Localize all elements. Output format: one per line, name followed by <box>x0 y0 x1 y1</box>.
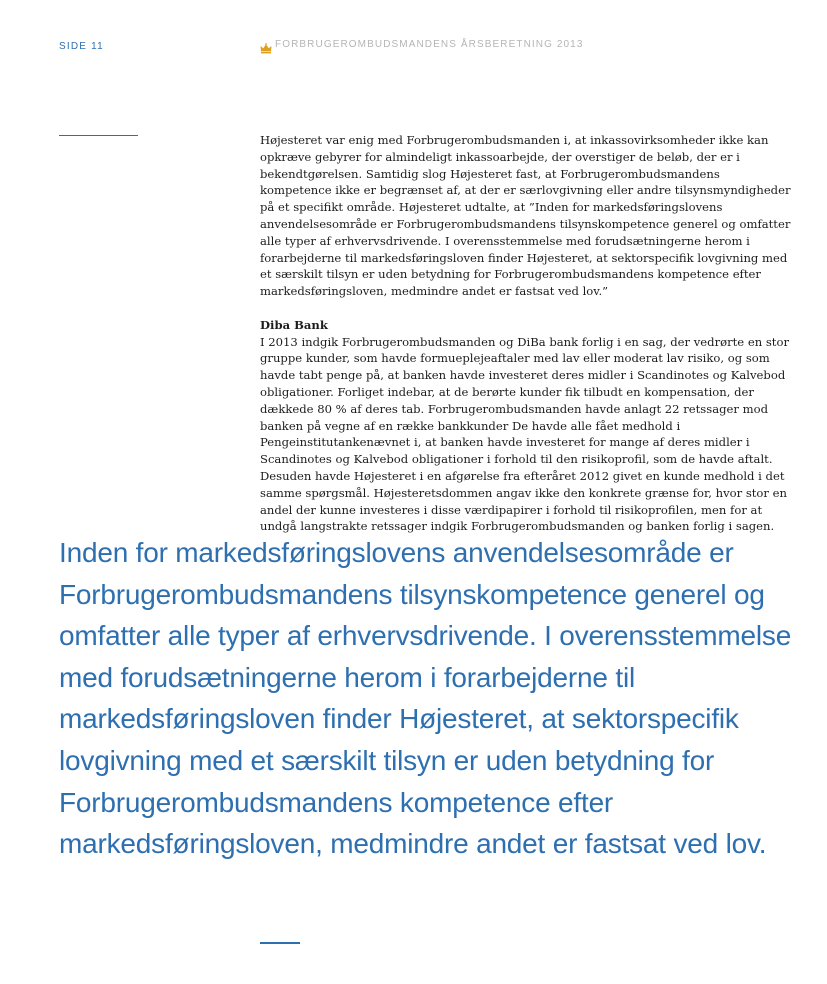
running-header <box>260 39 584 50</box>
accent-rule-top <box>59 135 138 136</box>
section-heading: Diba Bank <box>260 317 328 332</box>
pull-quote: Inden for markedsføringslovens anvendelsesområde er Forbrugerombudsmandens tilsynskompetence generel og omfatter alle typer af erhvervsdrivende. I overensstemmelse med forudsætningerne herom i forarbejderne til markedsføringsloven finder Højesteret, at sektorspecifik lovgivning med et særskilt tilsyn er uden betydning for Forbrugerombudsmandens kompetence efter markedsføringsloven, medmindre andet er fastsat ved lov. <box>59 537 792 860</box>
page-number: SIDE 11 <box>59 41 104 52</box>
accent-rule-bottom <box>260 942 300 944</box>
body-paragraph-1: Højesteret var enig med Forbrugerombudsmanden i, at inkassovirksomheder ikke kan opkræve gebyrer for almindeligt inkassoarbejde, der overstiger de beløb, der er i bekendtgørelsen. Samtidig slog Højesteret fast, at Forbrugerombudsmandens kompetence ikke er begrænset af, at der er særlovgivning eller andre tilsynsmyndigheder på et specifikt område. Højesteret udtalte, at ”Inden for markedsføringslovens anvendelsesområde er Forbrugerombudsmandens tilsynskompetence generel og omfatter alle typer af erhvervsdrivende. I overensstemmelse med forudsætningerne herom i forarbejderne til markedsføringsloven finder Højesteret, at sektorspecifik lovgivning med et særskilt tilsyn er uden betydning for Forbrugerombudsmandens kompetence efter markedsføringsloven, medmindre andet er fastsat ved lov.” <box>260 133 791 299</box>
running-title: FORBRUGEROMBUDSMANDENS ÅRSBERETNING 2013 <box>275 39 584 50</box>
crown-icon <box>260 39 272 50</box>
body-text-column <box>260 132 792 535</box>
body-paragraph-2: I 2013 indgik Forbrugerombudsmanden og DiBa bank forlig i en sag, der vedrørte en stor gruppe kunder, som havde formueplejeaftaler med lav eller moderat lav risiko, og som havde tabt penge på, at banken havde investeret deres midler i Scandinotes og Kalvebod obligationer. Forliget indebar, at de berørte kunder fik tilbudt en kompensation, der dækkede 80 % af deres tab. Forbrugerombudsmanden havde anlagt 22 retssager mod banken på vegne af en række bankkunder De havde alle fået medhold i Pengeinstitutankenævnet i, at banken havde investeret for mange af deres midler i Scandinotes og Kalvebod obligationer i forhold til den risikoprofil, som de havde aftalt. Desuden havde Højesteret i en afgørelse fra efteråret 2012 givet en kunde medhold i det samme spørgsmål. Højesteretsdommen angav ikke den konkrete grænse for, hvor stor en andel der kunne investeres i disse værdipapirer i forhold til risikoprofilen, men for at undgå langstrakte retssager indgik Forbrugerombudsmanden og banken forlig i sagen. <box>260 334 789 534</box>
